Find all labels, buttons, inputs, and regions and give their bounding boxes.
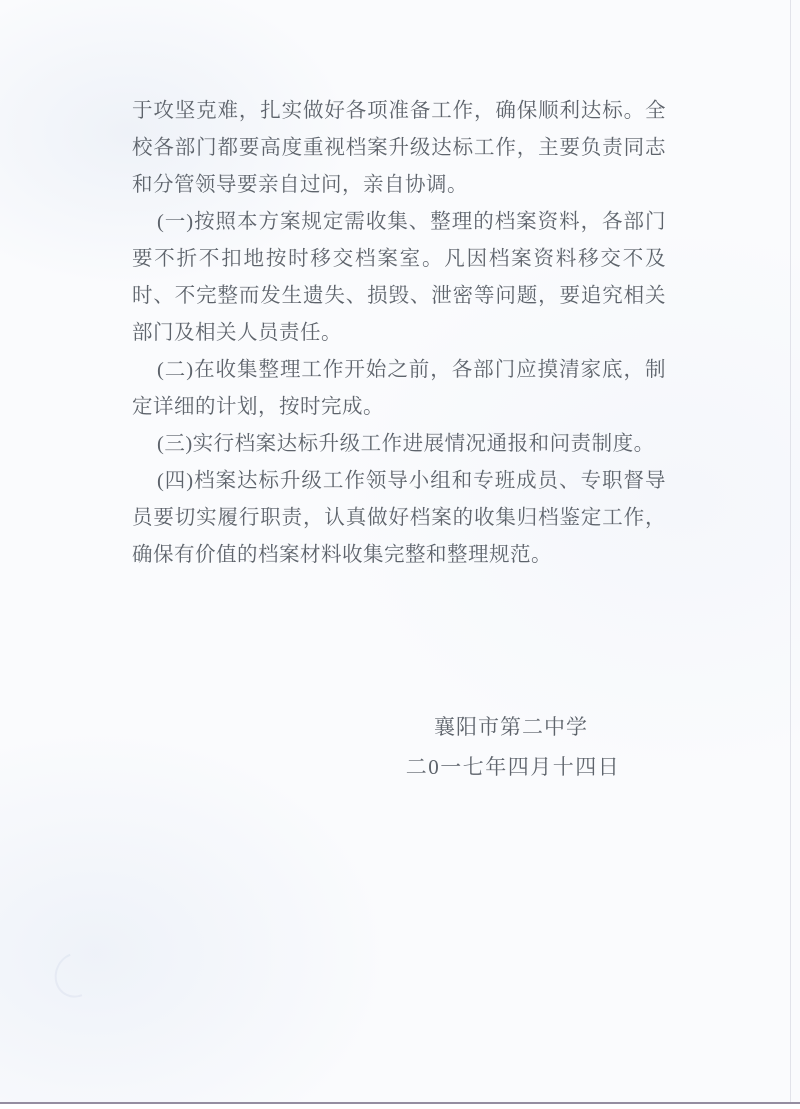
document-body [132,93,666,574]
body-paragraph-item-2: (二)在收集整理工作开始之前，各部门应摸清家底，制定详细的计划，按时完成。 [132,359,666,418]
signature-organization: 襄阳市第二中学 [434,715,588,739]
body-paragraph-item-4: (四)档案达标升级工作领导小组和专班成员、专职督导员要切实履行职责，认真做好档案的收集归档鉴定工作，确保有价值的档案材料收集完整和整理规范。 [132,470,666,566]
body-paragraph-item-1: (一)按照本方案规定需收集、整理的档案资料，各部门要不折不扣地按时移交档案室。凡因档案资料移交不及时、不完整而发生遗失、损毁、泄密等问题，要追究相关部门及相关人员责任。 [132,211,666,344]
signature-date: 二0一七年四月十四日 [405,755,621,779]
body-paragraph-item-3: (三)实行档案达标升级工作进展情况通报和问责制度。 [157,433,655,455]
scan-edge-bottom [0,1102,800,1109]
scan-smudge-mark [47,945,105,1004]
scan-edge-right [790,0,791,1104]
body-paragraph-continuation: 于攻坚克难，扎实做好各项准备工作，确保顺利达标。全校各部门都要高度重视档案升级达标工作，主要负责同志和分管领导要亲自过问，亲自协调。 [132,100,666,196]
